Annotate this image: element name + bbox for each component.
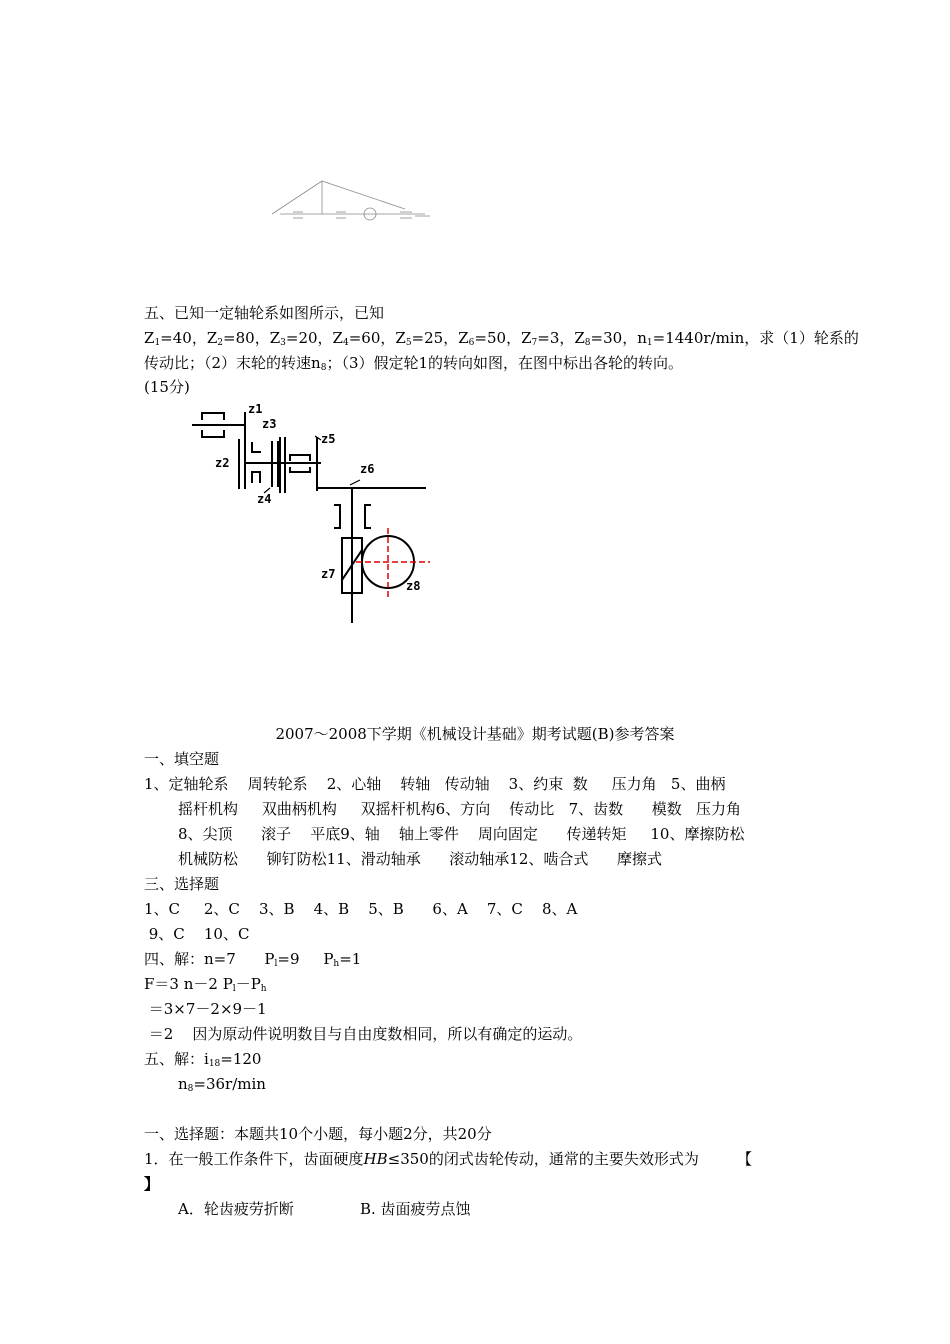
problem5-given: $Z_1=40$，$Z_2=80$，$Z_3=20$，$Z_4=60$，$Z_5=25$，$Z_6=50$，$Z_7=3$，$Z_8=30$，$n_1=1440r/\min$，求（1）轮系的 — [144, 329, 859, 348]
choice-line-1: 1、C 2、C 3、B 4、B 5、B 6、A 7、C 8、A — [144, 900, 578, 918]
question-1: 1．在一般工作条件下，齿面硬度HB≤350的闭式齿轮传动，通常的主要失效形式为 【 — [144, 1150, 753, 1168]
section-fill-heading: 一、填空题 — [144, 750, 220, 768]
label-z1: z1 — [248, 402, 263, 416]
label-z4: z4 — [257, 492, 272, 506]
fill-line-4: 机械防松 铆钉防松11、滑动轴承 滚动轴承12、啮合式 摩擦式 — [178, 850, 663, 868]
gear-train-diagram — [0, 0, 950, 330]
label-z7: z7 — [321, 567, 336, 581]
n8-answer: $n_8=36r/\min$ — [178, 1075, 266, 1094]
problem5-score: (15分) — [144, 378, 190, 396]
label-z6: z6 — [360, 462, 375, 476]
label-z5: z5 — [321, 432, 336, 446]
choice-line-2: 9、C 10、C — [144, 925, 250, 943]
question-1-bracket-close: 】 — [144, 1175, 160, 1193]
dof-calc-2: ＝2 因为原动件说明数目与自由度数相同，所以有确定的运动。 — [144, 1025, 583, 1043]
section4-line: 四、解：n=7 $P_l=9$ $P_h=1$ — [144, 950, 362, 969]
fill-line-2: 摇杆机构 双曲柄机构 双摇杆机构6、方向 传动比 7、齿数 模数 压力角 — [178, 800, 742, 818]
dof-calc-1: ＝3×7－2×9－1 — [144, 1000, 267, 1018]
gear-train-schematic — [190, 400, 450, 630]
problem5-heading: 五、已知一定轴轮系如图所示，已知 — [144, 304, 385, 322]
answer-title: 2007～2008下学期《机械设计基础》期考试题(B)参考答案 — [275, 725, 675, 743]
dof-formula: F＝3 n－2 $P_l-P_h$ — [144, 975, 267, 994]
next-section-heading: 一、选择题：本题共10个小题，每小题2分，共20分 — [144, 1125, 492, 1143]
option-a: A．轮齿疲劳折断 — [178, 1200, 294, 1218]
problem5-question: 传动比；（2）末轮的转速$n_8$；（3）假定轮1的转向如图，在图中标出各轮的转向。 — [144, 354, 684, 373]
option-b: B. 齿面疲劳点蚀 — [360, 1200, 471, 1218]
fill-line-3: 8、尖顶 滚子 平底9、轴 轴上零件 周向固定 传递转矩 10、摩擦防松 — [178, 825, 745, 843]
fill-line-1: 1、定轴轮系 周转轮系 2、心轴 转轴 传动轴 3、约束 数 压力角 5、曲柄 — [144, 775, 726, 793]
label-z3: z3 — [262, 417, 277, 431]
section5-answer: 五、解：$i_{18}=120$ — [144, 1050, 262, 1069]
label-z2: z2 — [215, 456, 230, 470]
label-z8: z8 — [406, 579, 421, 593]
section-choice-heading: 三、选择题 — [144, 875, 220, 893]
